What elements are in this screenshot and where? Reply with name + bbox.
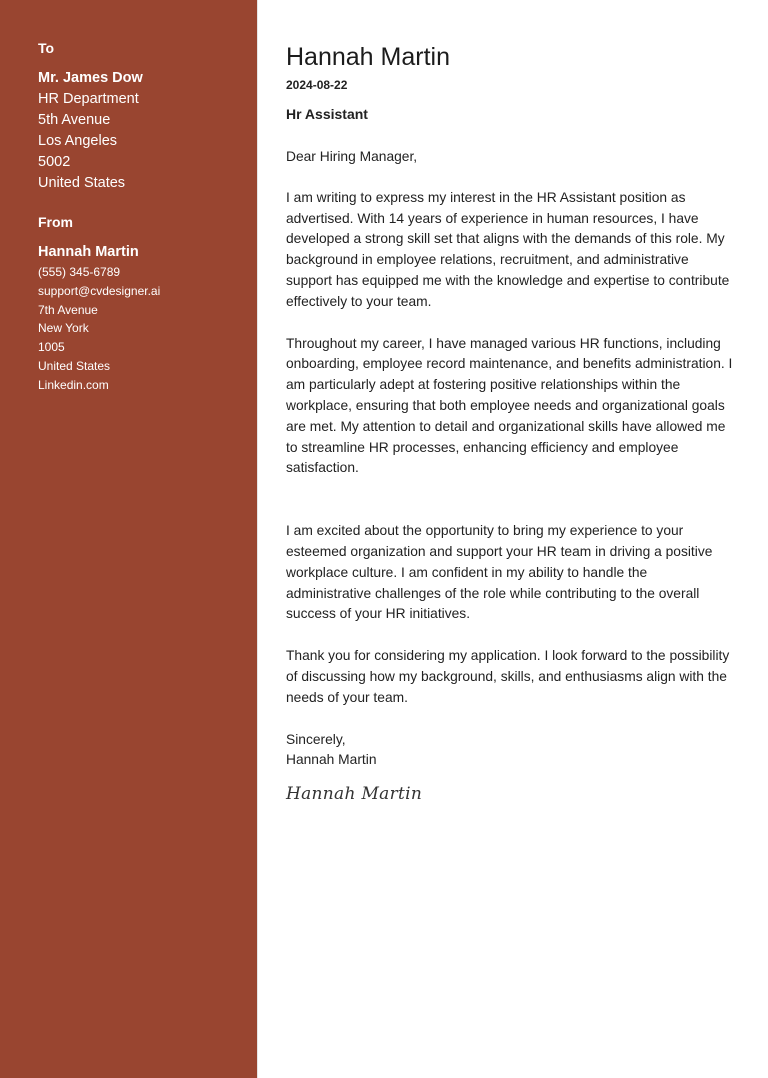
sender-section-title: From — [38, 214, 73, 230]
sender-phone: (555) 345-6789 — [38, 265, 121, 279]
paragraph-2: Throughout my career, I have managed various HR functions, including onboarding, employee record maintenance, and benefits administration. I am particularly adept at fostering positive relationships within the workplace, ensuring that both employee needs and organizational goals are met. My attention to detail and organizational skills have allowed me to streamline HR processes, enhancing efficiency and employee satisfaction. — [286, 335, 733, 476]
paragraph-3: I am excited about the opportunity to bring my experience to your esteemed organization and support your HR team in driving a positive workplace culture. I am confident in my ability to handle the administrative challenges of the role while contributing to the overall success of your HR initiatives. — [286, 523, 713, 622]
sender-name: Hannah Martin — [38, 244, 139, 260]
author-name: Hannah Martin — [286, 43, 450, 71]
recipient-city: Los Angeles — [38, 133, 118, 149]
handwritten-signature: Hannah Martin — [286, 784, 423, 805]
sidebar-content — [38, 39, 248, 395]
recipient-section-title: To — [38, 40, 55, 56]
closing: Sincerely, — [286, 731, 346, 747]
column-divider — [257, 0, 258, 1078]
greeting: Dear Hiring Manager, — [286, 149, 418, 164]
paragraph-4: Thank you for considering my application. I look forward to the possibility of discussing how my background, skills, and enthusiasms align with the needs of your team. — [286, 648, 730, 705]
recipient-department: HR Department — [38, 91, 139, 107]
recipient-postal-code: 5002 — [38, 154, 71, 170]
sender-email: support@cvdesigner.ai — [38, 283, 161, 298]
sidebar — [0, 0, 257, 1078]
letter-subject: Hr Assistant — [286, 106, 368, 122]
letter-body — [286, 42, 736, 804]
paragraph-1: I am writing to express my interest in the HR Assistant position as advertised. With 14 years of experience in human resources, I have developed a strong skill set that aligns with the demands of this role. My background in employee relations, recruitment, and administrative support has equipped me with the knowledge and expertise to contribute effectively to your team. — [286, 189, 730, 309]
recipient-street: 5th Avenue — [38, 112, 111, 128]
recipient-name: Mr. James Dow — [38, 70, 143, 86]
sender-city: New York — [38, 321, 89, 336]
closing-name: Hannah Martin — [286, 752, 377, 768]
sender-street: 7th Avenue — [38, 302, 98, 317]
recipient-country: United States — [38, 175, 126, 191]
letter-date: 2024-08-22 — [286, 78, 348, 92]
sender-linkedin: Linkedin.com — [38, 377, 109, 392]
sender-postal-code: 1005 — [38, 340, 65, 355]
sender-country: United States — [38, 358, 111, 373]
